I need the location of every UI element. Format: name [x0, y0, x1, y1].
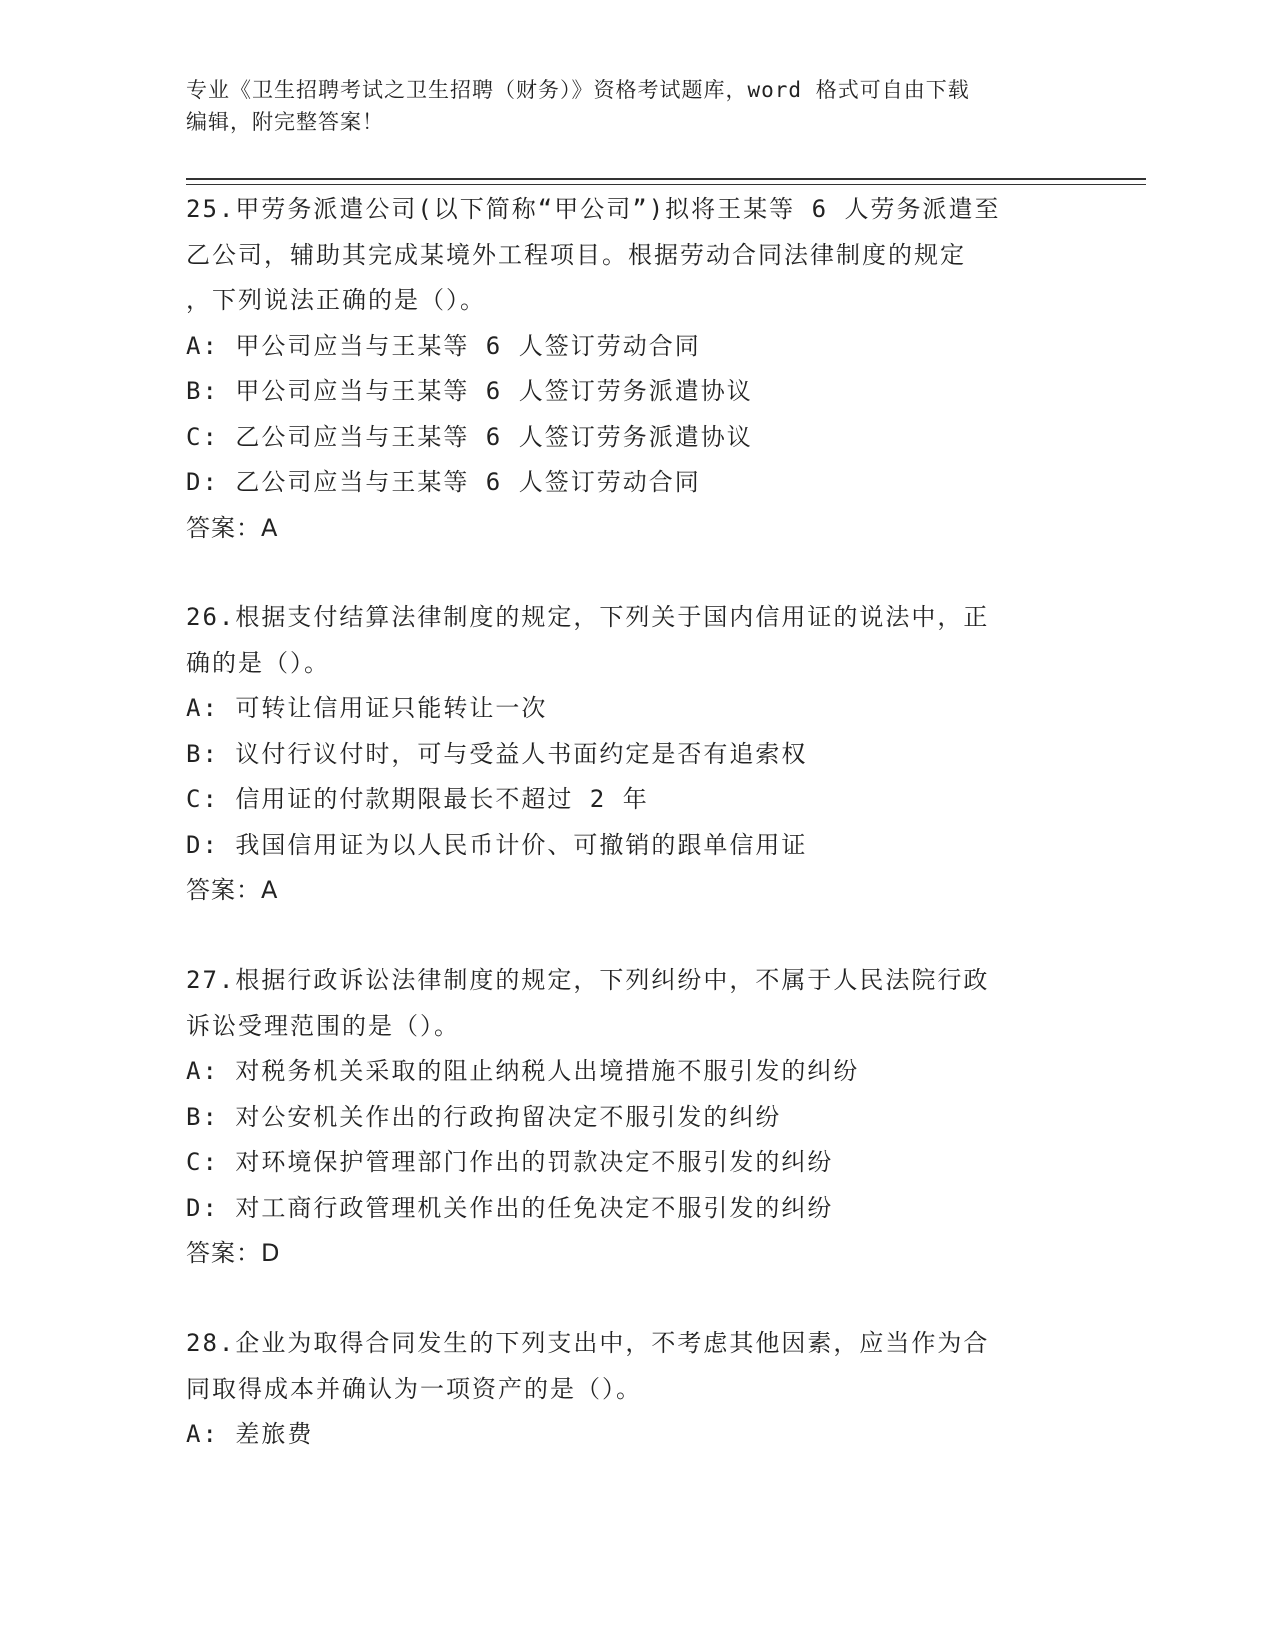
option-d: D: 对工商行政管理机关作出的任免决定不服引发的纠纷 — [186, 1193, 834, 1222]
header-line-1: 专业《卫生招聘考试之卫生招聘（财务）》资格考试题库，word 格式可自由下载 — [186, 78, 970, 102]
option-a: A: 对税务机关采取的阻止纳税人出境措施不服引发的纠纷 — [186, 1057, 860, 1085]
question-stem-line: 诉讼受理范围的是（）。 — [186, 1011, 460, 1040]
option-c: C: 信用证的付款期限最长不超过 2 年 — [186, 785, 649, 813]
option-b: B: 议付行议付时，可与受益人书面约定是否有追索权 — [186, 739, 808, 768]
option-c: C: 乙公司应当与王某等 6 人签订劳务派遣协议 — [186, 422, 753, 451]
question-28 — [186, 1321, 1086, 1458]
question-stem-line: 27.根据行政诉讼法律制度的规定，下列纠纷中，不属于人民法院行政 — [186, 966, 990, 994]
question-stem-line: 28.企业为取得合同发生的下列支出中，不考虑其他因素，应当作为合 — [186, 1329, 990, 1357]
question-26 — [186, 595, 1086, 914]
option-c: C: 对环境保护管理部门作出的罚款决定不服引发的纠纷 — [186, 1148, 834, 1176]
option-d: D: 我国信用证为以人民币计价、可撤销的跟单信用证 — [186, 830, 808, 859]
question-stem-line: ，下列说法正确的是（）。 — [186, 286, 486, 314]
question-stem-line: 乙公司，辅助其完成某境外工程项目。根据劳动合同法律制度的规定 — [186, 240, 966, 269]
option-b: B: 甲公司应当与王某等 6 人签订劳务派遣协议 — [186, 377, 753, 405]
option-a: A: 可转让信用证只能转让一次 — [186, 694, 548, 722]
question-stem-line: 26.根据支付结算法律制度的规定，下列关于国内信用证的说法中，正 — [186, 603, 990, 631]
option-b: B: 对公安机关作出的行政拘留决定不服引发的纠纷 — [186, 1102, 782, 1131]
option-a: A: 甲公司应当与王某等 6 人签订劳动合同 — [186, 331, 701, 360]
answer-line: 答案：A — [186, 876, 279, 904]
document-header — [186, 74, 1066, 138]
question-25 — [186, 187, 1086, 551]
option-a: A: 差旅费 — [186, 1420, 314, 1448]
header-line-2: 编辑，附完整答案！ — [186, 110, 384, 134]
answer-line: 答案：A — [186, 513, 279, 542]
question-27 — [186, 958, 1086, 1277]
option-d: D: 乙公司应当与王某等 6 人签订劳动合同 — [186, 468, 701, 496]
header-divider-top — [186, 178, 1146, 180]
question-stem-line: 确的是（）。 — [186, 648, 330, 677]
question-stem-line: 25.甲劳务派遣公司(以下简称“甲公司”)拟将王某等 6 人劳务派遣至 — [186, 195, 1001, 223]
question-stem-line: 同取得成本并确认为一项资产的是（）。 — [186, 1374, 642, 1403]
header-divider-bottom — [186, 184, 1146, 185]
answer-line: 答案：D — [186, 1239, 281, 1267]
